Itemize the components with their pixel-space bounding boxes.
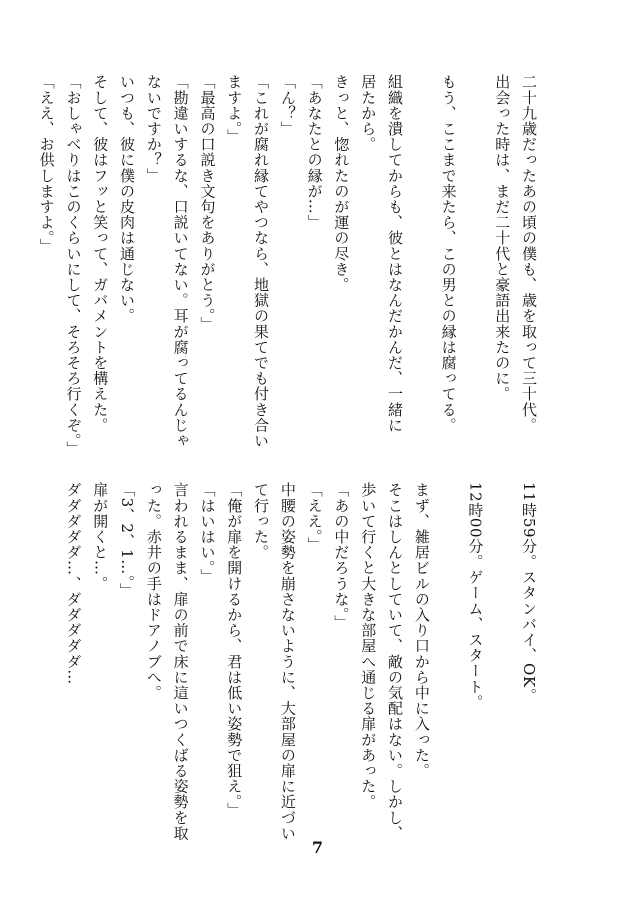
text-line: 「あなたとの縁が…」 bbox=[305, 74, 324, 230]
text-line: 居たから。 bbox=[359, 74, 378, 152]
text-line: 「あの中だろうな。」 bbox=[332, 482, 351, 631]
top-text-block bbox=[33, 74, 542, 457]
text-line: 「ええ、お供しますよ。」 bbox=[37, 74, 56, 254]
text-line: 「俺が扉を開けるから、君は低い姿勢で狙え。」 bbox=[225, 482, 244, 818]
text-line: 「ええ。」 bbox=[305, 482, 324, 553]
page-number: 7 bbox=[311, 838, 324, 857]
text-line: 「勘違いするな、口説いてない。耳が腐ってるんじゃ bbox=[171, 74, 190, 449]
text-line: ますよ。」 bbox=[225, 74, 244, 145]
text-line: 「これが腐れ縁てやつなら、地獄の果てでも付き合い bbox=[252, 74, 271, 449]
text-line: そこはしんとしていて、敵の気配はない。しかし、 bbox=[386, 482, 405, 841]
text-line: そして、彼はフッと笑って、ガバメントを構えた。 bbox=[91, 74, 110, 433]
text-line: て行った。 bbox=[252, 482, 271, 560]
text-line: 組織を潰してからも、彼とはなんだかんだ、一緒に bbox=[386, 74, 405, 433]
text-line: 12時00分。ゲーム、スタート。 bbox=[466, 482, 485, 710]
bottom-text-block bbox=[60, 482, 542, 862]
text-line: 「おしゃべりはこのくらいにして、そろそろ行くぞ。」 bbox=[64, 74, 83, 457]
text-line: 出会った時は、まだ二十代と豪語出来たのに。 bbox=[493, 74, 512, 402]
text-line: 「3、2、1…。」 bbox=[118, 482, 137, 599]
text-line: 「はいはい。」 bbox=[198, 482, 217, 584]
text-line: もう、ここまで来たら、この男との縁は腐ってる。 bbox=[439, 74, 458, 433]
text-line: ダダダダダ…、ダダダダダ… bbox=[64, 482, 83, 685]
text-line: 二十九歳だったあの頃の僕も、歳を取って三十代。 bbox=[520, 74, 538, 433]
text-line: ないですか？」 bbox=[144, 74, 163, 184]
text-line: まず、雑居ビルの入り口から中に入った。 bbox=[412, 482, 431, 779]
text-line: 「ん？」 bbox=[278, 74, 297, 137]
text-line: 11時59分。スタンバイ、OK。 bbox=[520, 482, 538, 704]
text-line: きっと、惚れたのが運の尽き。 bbox=[332, 74, 351, 293]
text-line: 言われるまま、扉の前で床に這いつくばる姿勢を取 bbox=[171, 482, 190, 841]
text-line: 「最高の口説き文句をありがとう。」 bbox=[198, 74, 217, 332]
text-line: 扉が開くと…。 bbox=[91, 482, 110, 592]
text-line: いつも、彼に僕の皮肉は通じない。 bbox=[118, 74, 137, 324]
text-line: 中腰の姿勢を崩さないように、大部屋の扉に近づい bbox=[278, 482, 297, 841]
text-line: った。赤井の手はドアノブへ。 bbox=[144, 482, 163, 701]
text-line: 歩いて行くと大きな部屋へ通じる扉があった。 bbox=[359, 482, 378, 810]
